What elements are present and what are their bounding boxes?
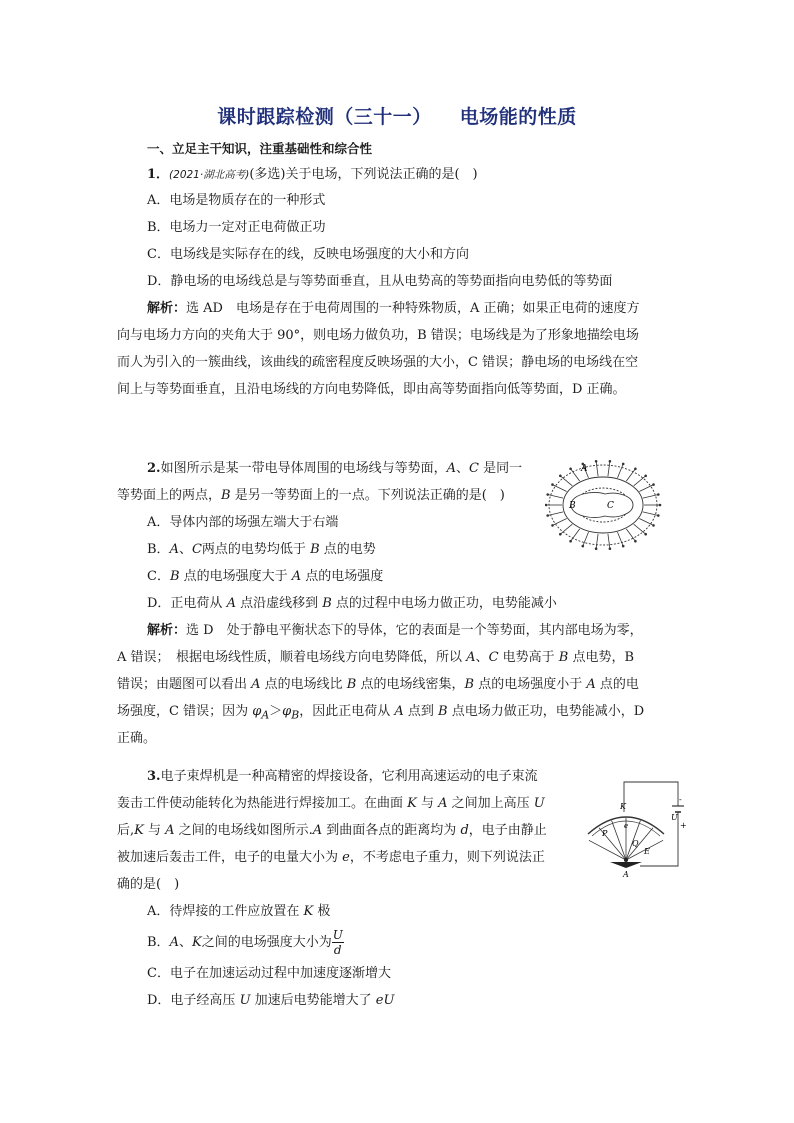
q2-text: 场强度，C 错误；因为 <box>117 704 253 719</box>
q2-field-arrow <box>645 475 647 477</box>
q1-analysis-line-1 <box>147 300 639 318</box>
q2-var-c: C <box>488 650 499 665</box>
q2-field-arrow <box>559 475 561 477</box>
q2-text: 点的过程中电场力做正功，电势能减小 <box>331 596 557 611</box>
q2-field-figure <box>545 458 663 550</box>
q2-phi: φ <box>252 704 262 719</box>
q3-fig-label-e-small: e <box>624 822 629 830</box>
q2-field-line <box>560 476 572 486</box>
q2-field-arrow <box>645 533 647 535</box>
q2-sep: 、 <box>475 650 489 665</box>
q3-anode-base <box>610 862 642 868</box>
q3-option-b <box>147 928 344 957</box>
q3-field-line <box>589 840 626 860</box>
q2-text: 点的电场线比 <box>260 677 347 692</box>
q2-text: C． <box>147 569 170 584</box>
q2-sub-a: A <box>261 708 270 722</box>
q3-text: 之间加上高压 <box>447 796 534 811</box>
q3-text: 之间的电场线如图所示. <box>174 823 313 838</box>
q3-fig-label-plus: + <box>680 821 687 830</box>
q2-option-c <box>147 568 383 586</box>
title-main: 课时跟踪检测（三十一） <box>217 106 432 128</box>
q2-field-arrow <box>609 460 611 462</box>
q2-field-line <box>596 461 598 476</box>
q2-field-arrow <box>559 533 561 535</box>
q3-text: ，不考虑电子重力，则下列说法正 <box>349 850 545 865</box>
q3-text: 与 <box>416 796 439 811</box>
q2-field-line <box>618 532 624 546</box>
q3-var-eu: eU <box>375 993 395 1008</box>
q2-analysis-label: 解析： <box>147 623 187 638</box>
q1-option-c: C．电场线是实际存在的线，反映电场强度的大小和方向 <box>147 247 469 262</box>
q2-var-b: B <box>169 569 180 584</box>
q2-field-line <box>634 524 646 534</box>
q2-var-a: A <box>586 677 596 692</box>
q2-field-arrow <box>547 515 549 517</box>
q3-var-d: d <box>460 823 469 838</box>
q1-option-b: B．电场力一定对正电荷做正功 <box>147 220 326 235</box>
q2-fig-label-c: C <box>607 501 614 511</box>
q2-analysis-line-5: 正确。 <box>117 731 157 746</box>
q1-analysis-text-1: 选 AD 电场是存在于电荷周围的一种特殊物质，A 正确；如果正电荷的速度方 <box>186 301 640 316</box>
q2-field-arrow <box>552 525 554 527</box>
q2-analysis-text-1: 选 D 处于静电平衡状态下的导体，它的表面是一个等势面，其内部电场为零， <box>186 623 643 638</box>
q3-frac-den: d <box>333 943 342 957</box>
q2-text: 是同一 <box>478 461 523 476</box>
q3-text: 加速后电势能增大了 <box>250 993 376 1008</box>
q1-analysis-line-4: 间上与等势面垂直，且沿电场线的方向电势降低，即由高等势面指向低等势面，D 正确。 <box>117 382 626 397</box>
q3-fig-label-u: U <box>671 813 678 822</box>
q2-text: 点的电场强度大于 <box>179 569 292 584</box>
q3-var-a: A <box>312 823 323 838</box>
q1-analysis-line-3: 而人为引入的一簇曲线，该曲线的疏密程度反映场强的大小，C 错误；静电场的电场线在空 <box>117 355 639 370</box>
q2-field-arrow <box>653 484 655 486</box>
q2-field-line <box>608 534 610 549</box>
q3-fig-label-e: E <box>644 847 650 856</box>
q2-option-d <box>147 595 557 613</box>
q2-text: 点电场力做正功，电势能减小，D <box>447 704 645 719</box>
q2-field-line <box>571 469 580 481</box>
q2-field-line <box>560 524 572 534</box>
q3-text: 与 <box>143 823 166 838</box>
q2-field-arrow <box>547 494 549 496</box>
q2-text: 点沿虚线移到 <box>235 596 323 611</box>
q3-var-k: K <box>134 823 144 838</box>
q2-field-line <box>583 532 589 546</box>
q3-welder-figure <box>580 776 696 880</box>
q2-text: 点电势，B <box>568 650 635 665</box>
q1-analysis-line-2: 向与电场力方向的夹角大于 90°，则电场力做负功，B 错误；电场线是为了形象地描绘电场 <box>117 328 639 343</box>
q2-field-line <box>618 464 624 478</box>
q3-option-c: C．电子在加速运动过程中加速度逐渐增大 <box>147 966 391 981</box>
q2-field-line <box>626 469 635 481</box>
q3-fig-label-minus: - <box>679 795 682 804</box>
q3-fig-label-k: K <box>620 802 626 811</box>
q2-var-a: A <box>226 596 236 611</box>
q2-text: 点的电场线密集， <box>356 677 465 692</box>
q2-field-arrow <box>570 540 572 542</box>
q2-var-a: A <box>446 461 456 476</box>
q2-analysis-line-1 <box>147 622 643 640</box>
q2-text: B． <box>147 542 170 557</box>
q3-text: B． <box>147 935 170 950</box>
q2-fig-label-b: B <box>569 501 576 511</box>
q2-var-c: C <box>469 461 479 476</box>
q2-var-c: C <box>191 542 202 557</box>
q2-field-arrow <box>635 468 637 470</box>
q2-text: 电势高于 <box>498 650 559 665</box>
q3-fig-label-q: Q <box>632 839 639 848</box>
q2-text: ，因此正电荷从 <box>299 704 395 719</box>
q2-text: 点的电场强度小于 <box>474 677 587 692</box>
q2-option-a: A．导体内部的场强左端大于右端 <box>147 515 339 530</box>
q3-var-k: K <box>191 935 202 950</box>
q3-text: 轰击工件使动能转化为热能进行焊接加工。在曲面 <box>117 796 408 811</box>
q3-stem-line-1 <box>147 768 538 786</box>
q2-var-a: A <box>169 542 179 557</box>
q3-fig-label-p: P <box>602 829 608 838</box>
q3-sep: 、 <box>178 935 192 950</box>
q2-gt: ＞ <box>269 704 283 719</box>
section-heading: 一、立足主干知识，注重基础性和综合性 <box>147 141 373 156</box>
q3-text: 被加速后轰击工件，电子的电量大小为 <box>117 850 343 865</box>
q2-sep: 、 <box>455 461 469 476</box>
q2-text: D．正电荷从 <box>147 596 227 611</box>
q3-text: ，电子由静止 <box>468 823 547 838</box>
q2-field-arrow <box>595 460 597 462</box>
q3-option-d <box>147 992 394 1010</box>
q2-text: 等势面上的两点， <box>117 488 222 503</box>
q2-analysis-line-4 <box>117 703 644 725</box>
title-sub: 电场能的性质 <box>459 106 577 128</box>
q3-fraction <box>332 928 344 957</box>
q2-field-arrow <box>570 468 572 470</box>
q3-text: 极 <box>313 904 331 919</box>
q3-frac-num: U <box>332 928 343 942</box>
q2-field-line <box>608 461 610 476</box>
q2-var-b: B <box>221 488 231 503</box>
q2-text: A 错误； 根据电场线性质，顺着电场线方向电势降低，所以 <box>117 650 467 665</box>
q2-field-arrow <box>657 494 659 496</box>
q2-field-arrow <box>609 548 611 550</box>
q2-text: 点的电场强度 <box>301 569 384 584</box>
q2-field-line <box>639 519 653 526</box>
q1-option-a: A．电场是物质存在的一种形式 <box>147 193 326 208</box>
q2-text: 两点的电势均低于 <box>201 542 311 557</box>
q2-field-line <box>596 534 598 549</box>
q2-var-b: B <box>322 596 332 611</box>
q2-text: 点到 <box>403 704 439 719</box>
q3-number: 3. <box>147 769 161 784</box>
q2-sep: 、 <box>178 542 192 557</box>
q2-text: 如图所示是某一带电导体周围的电场线与等势面， <box>160 461 447 476</box>
q2-field-arrow <box>545 504 547 506</box>
q2-field-line <box>639 485 653 492</box>
q1-analysis-label: 解析： <box>147 301 187 316</box>
q2-var-b: B <box>464 677 475 692</box>
q3-text: 之间的电场强度大小为 <box>201 935 332 950</box>
q1-multi: (多选) <box>249 167 286 182</box>
q3-stem-line-4 <box>117 849 545 867</box>
q2-field-line <box>553 519 567 526</box>
q2-field-arrow <box>595 548 597 550</box>
q1-stem-text: 关于电场，下列说法正确的是( ) <box>285 167 478 182</box>
q3-var-k: K <box>303 904 314 919</box>
q2-text: 点的电 <box>595 677 639 692</box>
q3-text: A．待焊接的工件应放置在 <box>147 904 304 919</box>
q2-var-b: B <box>558 650 569 665</box>
q2-field-arrow <box>552 484 554 486</box>
q3-text: 到曲面各点的距离均为 <box>322 823 461 838</box>
q3-text: D．电子经高压 <box>147 993 240 1008</box>
q2-field-line <box>626 529 635 541</box>
q3-option-a <box>147 903 330 921</box>
q2-field-arrow <box>653 525 655 527</box>
q3-var-u: U <box>239 993 251 1008</box>
q2-fig-label-a: A <box>581 464 588 474</box>
q2-field-arrow <box>622 545 624 547</box>
q2-var-a: A <box>466 650 476 665</box>
q1-number: 1． <box>147 167 170 182</box>
q3-text: 后, <box>117 823 135 838</box>
q1-source: (2021·湖北高考) <box>169 169 250 181</box>
q2-field-line <box>553 485 567 492</box>
q1-option-d: D．静电场的电场线总是与等势面垂直，且从电势高的等势面指向电势低的等势面 <box>147 274 613 289</box>
page-title <box>0 102 794 129</box>
q2-analysis-line-2 <box>117 649 634 667</box>
q3-var-a: A <box>165 823 175 838</box>
q2-field-arrow <box>659 504 661 506</box>
q2-var-b: B <box>346 677 357 692</box>
q3-var-u: U <box>533 796 545 811</box>
q2-option-b <box>147 541 376 559</box>
q2-stem-line-2 <box>117 487 505 505</box>
q3-var-k: K <box>407 796 417 811</box>
q2-text: 点的电势 <box>319 542 376 557</box>
q2-sub-b: B <box>291 708 300 722</box>
q2-analysis-line-3 <box>117 676 639 694</box>
q3-var-a: A <box>169 935 179 950</box>
q2-field-arrow <box>582 545 584 547</box>
q3-var-a: A <box>438 796 448 811</box>
q2-field-line <box>634 476 646 486</box>
q2-var-b: B <box>438 704 448 719</box>
q3-stem-line-5: 确的是( ) <box>117 877 180 892</box>
q2-number: 2. <box>147 461 161 476</box>
q3-stem-line-2 <box>117 795 545 813</box>
q3-text: 电子束焊机是一种高精密的焊接设备，它利用高速运动的电子束流 <box>160 769 538 784</box>
q2-var-b: B <box>310 542 320 557</box>
q3-stem-line-3 <box>117 822 547 840</box>
q2-phi: φ <box>282 704 292 719</box>
q2-text: 错误；由题图可以看出 <box>117 677 252 692</box>
q2-var-a: A <box>291 569 302 584</box>
q3-anode-tip <box>624 858 628 862</box>
q2-var-a: A <box>394 704 404 719</box>
q1-stem <box>147 166 478 184</box>
q2-field-arrow <box>635 540 637 542</box>
q2-var-a: A <box>251 677 261 692</box>
q3-var-e: e <box>342 850 350 865</box>
q2-text: 是另一等势面上的一点。下列说法正确的是( ) <box>230 488 505 503</box>
q2-field-arrow <box>622 463 624 465</box>
q2-stem-line-1 <box>147 460 522 478</box>
q2-field-arrow <box>657 515 659 517</box>
q3-fig-label-a: A <box>623 870 629 879</box>
